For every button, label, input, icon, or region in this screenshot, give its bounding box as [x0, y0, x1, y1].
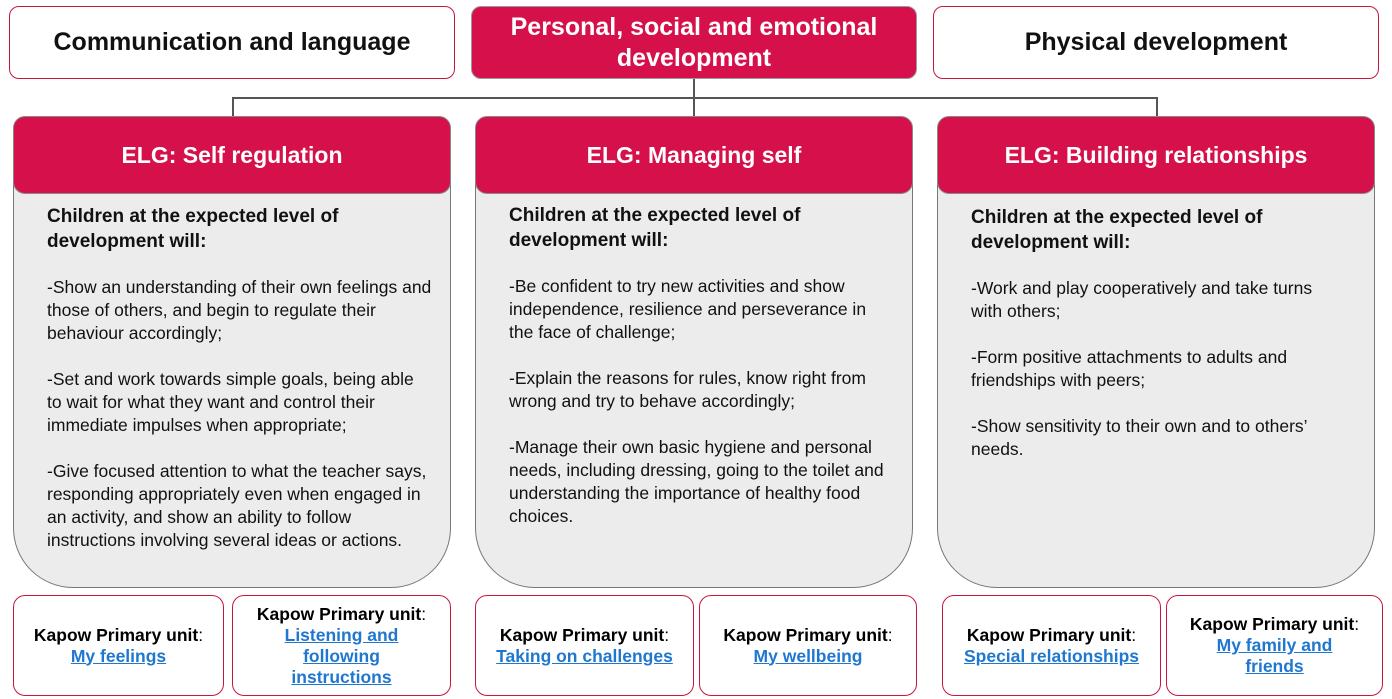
- box-personal-social-emotional: [471, 6, 917, 79]
- unit-link-my-family-and-friends[interactable]: My family and friends: [1216, 635, 1333, 676]
- elg-intro: Children at the expected level of development will:: [509, 205, 801, 251]
- box-physical-label: Physical development: [1024, 28, 1288, 56]
- elg-title: ELG: Self regulation: [121, 141, 343, 168]
- box-communication-label: Communication and language: [53, 28, 411, 56]
- elg-point: -Show sensitivity to their own and to others’ needs.: [971, 416, 1307, 459]
- unit-box: [1166, 595, 1383, 696]
- unit-box: [942, 595, 1161, 696]
- unit-label: Kapow Primary unit: [33, 624, 199, 645]
- elg-point: -Explain the reasons for rules, know right from wrong and try to behave accordingly;: [509, 368, 866, 411]
- elg-point: -Form positive attachments to adults and friendships with peers;: [971, 347, 1288, 390]
- unit-label: Kapow Primary unit: [966, 624, 1132, 645]
- connector-horizontal: [232, 97, 1157, 99]
- elg-point: -Work and play cooperatively and take turns with others;: [971, 278, 1313, 321]
- elg-self-regulation-text: [47, 204, 432, 575]
- elg-building-relationships-header: [937, 116, 1375, 194]
- unit-colon: :: [198, 624, 204, 645]
- unit-colon: :: [664, 624, 670, 645]
- unit-label: Kapow Primary unit: [256, 603, 422, 624]
- unit-link-my-wellbeing[interactable]: My wellbeing: [753, 645, 863, 666]
- unit-box: [475, 595, 694, 696]
- unit-colon: :: [887, 624, 893, 645]
- elg-intro: Children at the expected level of development will:: [971, 207, 1263, 253]
- connector-vertical-left: [232, 97, 234, 116]
- elg-managing-self-header: [475, 116, 913, 194]
- elg-point: -Manage their own basic hygiene and personal needs, including dressing, going to the toilet and understanding the importance of healthy food choices.: [509, 437, 884, 526]
- box-pse-label: Personal, social and emotional development: [510, 12, 878, 72]
- connector-vertical-right: [1156, 97, 1158, 116]
- unit-label: Kapow Primary unit: [1189, 614, 1355, 634]
- unit-label: Kapow Primary unit: [499, 624, 665, 645]
- unit-colon: :: [421, 603, 427, 624]
- unit-colon: :: [1131, 624, 1137, 645]
- elg-point: -Show an understanding of their own feelings and those of others, and begin to regulate their behaviour accordingly;: [47, 277, 432, 343]
- elg-point: -Give focused attention to what the teacher says, responding appropriately even when engaged in an activity, and show an ability to follow instructions involving several ideas or actions.: [47, 461, 427, 550]
- elg-managing-self-text: [509, 203, 884, 551]
- elg-title: ELG: Managing self: [586, 141, 802, 168]
- unit-link-listening-and-following-instructions[interactable]: Listening and following instructions: [284, 624, 399, 687]
- unit-colon: :: [1354, 614, 1360, 634]
- unit-link-special-relationships[interactable]: Special relationships: [963, 645, 1140, 666]
- elg-intro: Children at the expected level of development will:: [47, 206, 339, 252]
- unit-link-taking-on-challenges[interactable]: Taking on challenges: [496, 645, 673, 666]
- elg-point: -Be confident to try new activities and show independence, resilience and perseverance in the face of challenge;: [509, 276, 867, 342]
- elg-self-regulation-header: [13, 116, 451, 194]
- elg-building-relationships-text: [971, 205, 1346, 484]
- elg-title: ELG: Building relationships: [1004, 141, 1308, 168]
- unit-box: [13, 595, 224, 696]
- unit-box: [232, 595, 451, 696]
- box-physical-development: [933, 6, 1379, 79]
- unit-label: Kapow Primary unit: [723, 624, 888, 645]
- unit-link-my-feelings[interactable]: My feelings: [70, 645, 167, 666]
- box-communication-and-language: [9, 6, 455, 79]
- elg-point: -Set and work towards simple goals, being able to wait for what they want and control their immediate impulses when appropriate;: [47, 369, 414, 435]
- unit-box: [699, 595, 917, 696]
